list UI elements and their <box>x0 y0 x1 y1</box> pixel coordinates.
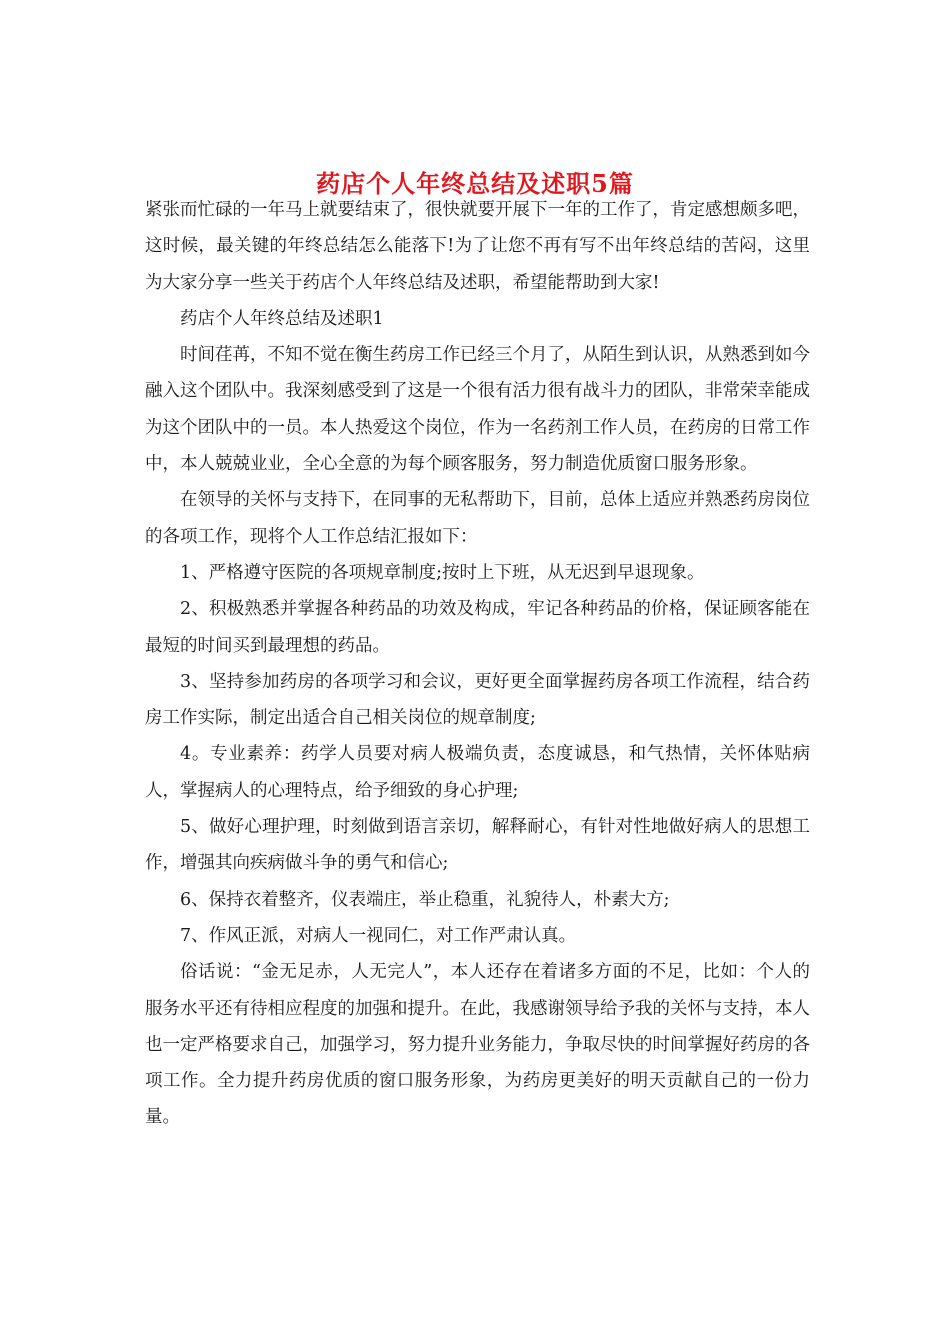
closing-paragraph: 俗话说：“金无足赤，人无完人”，本人还存在着诸多方面的不足，比如：个人的服务水平还有待相应程度的加强和提升。在此，我感谢领导给予我的关怀与支持，本人也一定严格要求自己，加强学习，努力提升业务能力，争取尽快的时间掌握好药房的各项工作。全力提升药房优质的窗口服务形象，为药房更美好的明天贡献自己的一份力量。 <box>145 962 810 1128</box>
list-item: 5、做好心理护理，时刻做到语言亲切，解释耐心，有针对性地做好病人的思想工作，增强其向疾病做斗争的勇气和信心; <box>145 817 810 874</box>
page-title: 药店个人年终总结及述职5篇 <box>316 169 634 199</box>
body-paragraph: 时间荏苒，不知不觉在衡生药房工作已经三个月了，从陌生到认识，从熟悉到如今融入这个团队中。我深刻感受到了这是一个很有活力很有战斗力的团队，非常荣幸能成为这个团队中的一员。本人热爱这个岗位，作为一名药剂工作人员，在药房的日常工作中，本人兢兢业业，全心全意的为每个顾客服务，努力制造优质窗口服务形象。 <box>145 345 810 475</box>
list-item: 3、坚持参加药房的各项学习和会议，更好更全面掌握药房各项工作流程，结合药房工作实际，制定出适合自己相关岗位的规章制度; <box>145 671 810 729</box>
intro-paragraph: 紧张而忙碌的一年马上就要结束了，很快就要开展下一年的工作了，肯定感想颇多吧，这时候，最关键的年终总结怎么能落下!为了让您不再有写不出年终总结的苦闷，这里为大家分享一些关于药店个人年终总结及述职，希望能帮助到大家! <box>145 200 810 293</box>
list-item: 7、作风正派，对病人一视同仁，对工作严肃认真。 <box>180 925 577 946</box>
body-paragraph: 在领导的关怀与支持下，在同事的无私帮助下，目前，总体上适应并熟悉药房岗位的各项工作，现将个人工作总结汇报如下： <box>145 490 810 547</box>
list-item: 2、积极熟悉并掌握各种药品的功效及构成，牢记各种药品的价格，保证顾客能在最短的时间买到最理想的药品。 <box>145 599 810 656</box>
section-heading: 药店个人年终总结及述职1 <box>180 308 384 329</box>
list-item: 1、严格遵守医院的各项规章制度;按时上下班，从无迟到早退现象。 <box>180 562 705 583</box>
document-body <box>145 192 810 1136</box>
list-item: 4。专业素养：药学人员要对病人极端负责，态度诚恳，和气热情，关怀体贴病人，掌握病人的心理特点，给予细致的身心护理; <box>145 744 810 801</box>
list-item: 6、保持衣着整齐，仪表端庄，举止稳重，礼貌待人，朴素大方; <box>180 889 670 910</box>
